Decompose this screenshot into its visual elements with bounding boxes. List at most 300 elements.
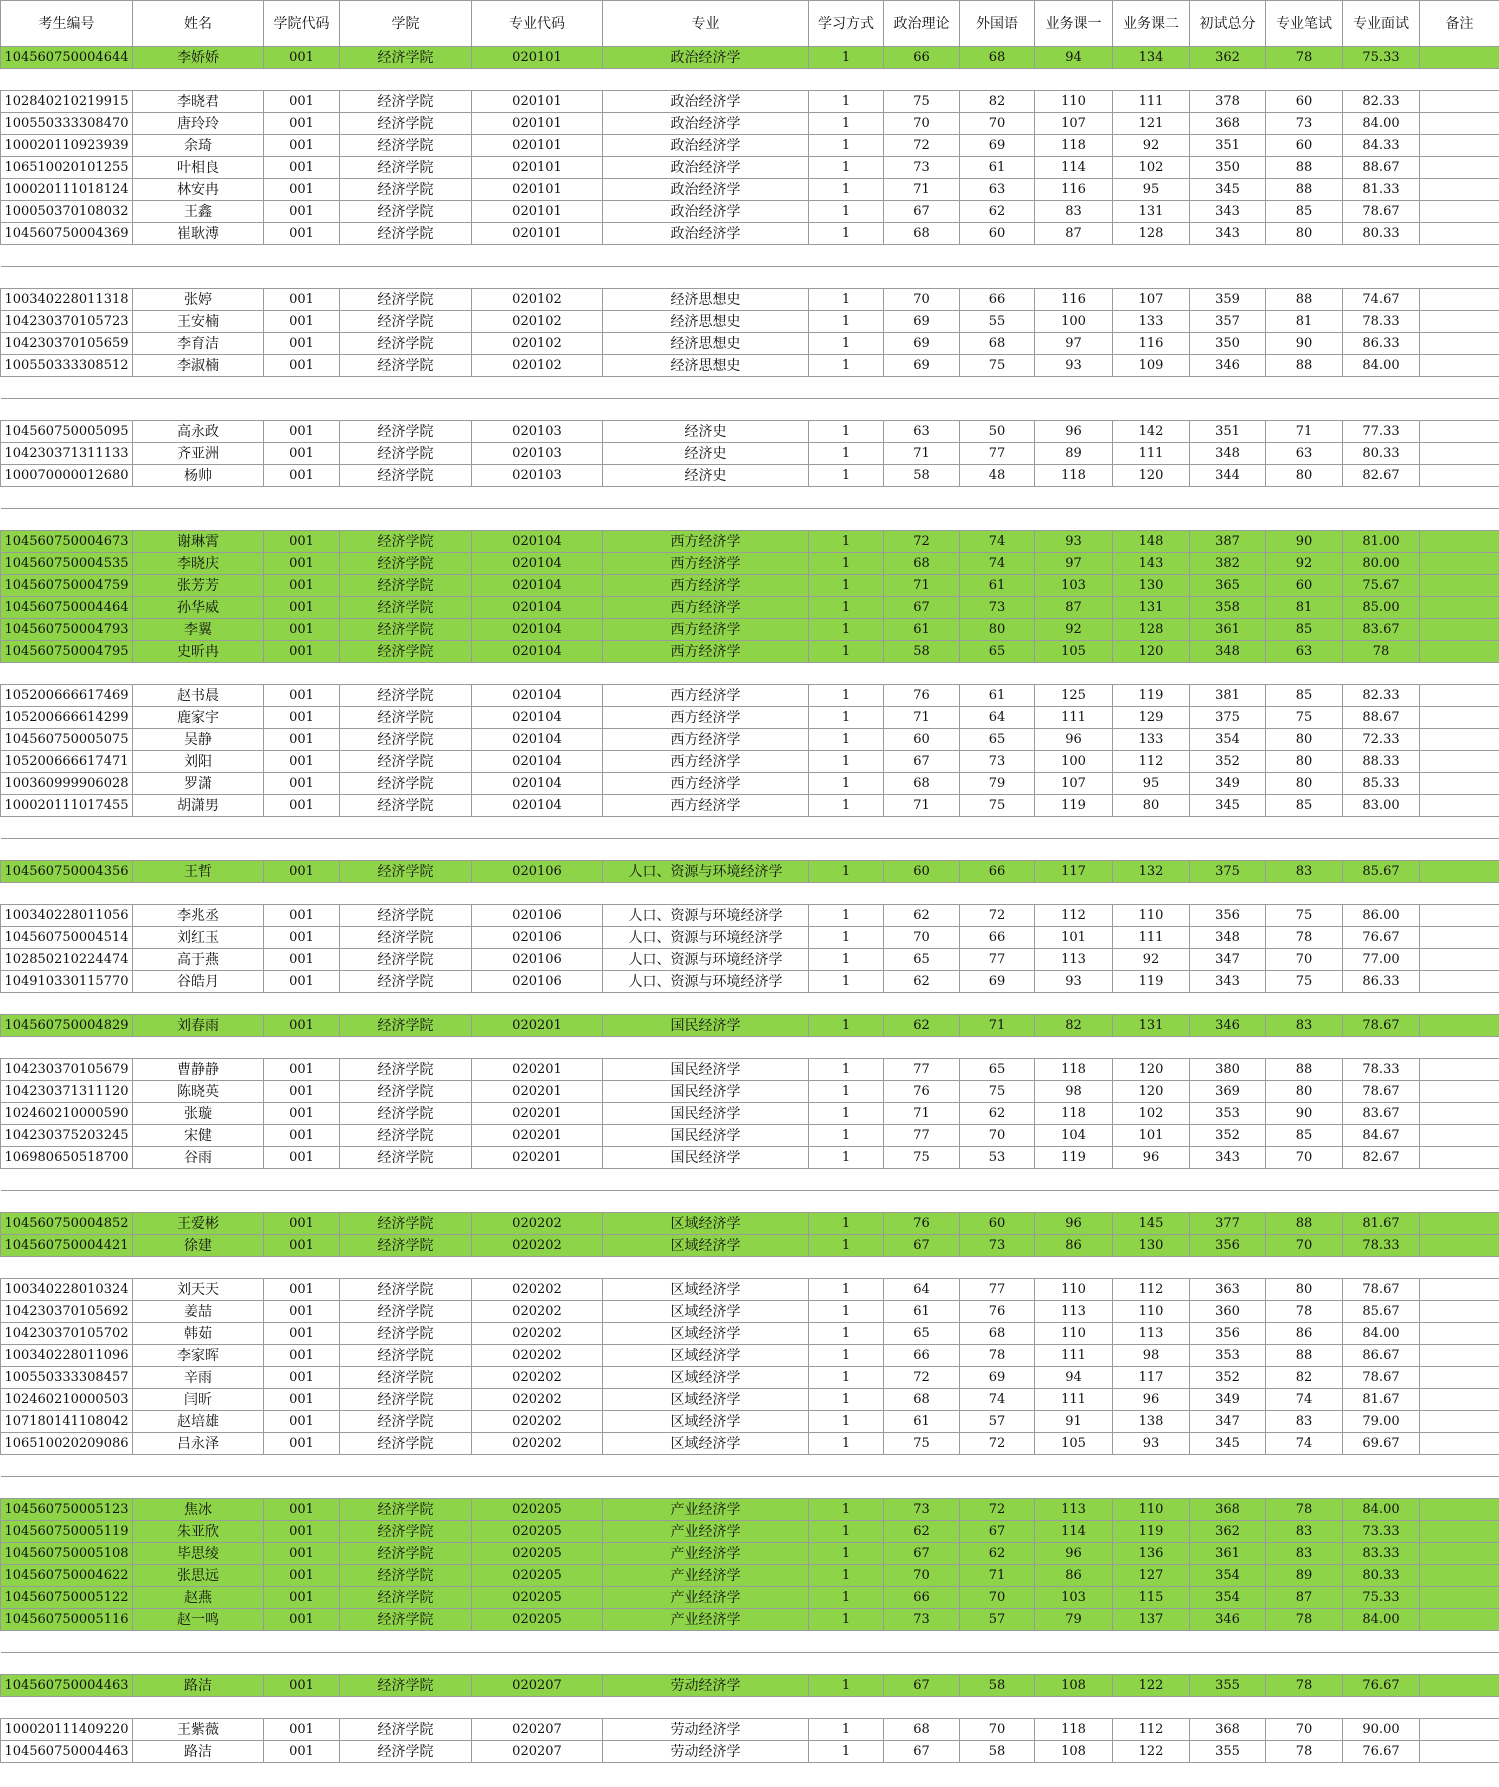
- cell-foreign-language: 76: [960, 1301, 1035, 1323]
- cell-course-one: 96: [1035, 421, 1113, 443]
- cell-student-id: 104560750005119: [1, 1521, 133, 1543]
- cell-politics: 58: [884, 641, 960, 663]
- empty-cell: [960, 1257, 1035, 1279]
- cell-major-code: 020102: [472, 311, 603, 333]
- empty-cell: [1266, 267, 1343, 289]
- table-row: [1, 1213, 1499, 1235]
- cell-name: 罗潇: [133, 773, 264, 795]
- table-row: [1, 465, 1499, 487]
- cell-course-two: 95: [1113, 773, 1190, 795]
- empty-cell: [1343, 883, 1420, 905]
- empty-cell: [1420, 883, 1499, 905]
- cell-major: 西方经济学: [603, 553, 809, 575]
- empty-cell: [1113, 69, 1190, 91]
- cell-college-code: 001: [264, 1719, 340, 1741]
- cell-written-exam: 88: [1266, 1213, 1343, 1235]
- empty-cell: [1035, 1257, 1113, 1279]
- empty-cell: [133, 1631, 264, 1653]
- cell-college: 经济学院: [340, 553, 472, 575]
- empty-cell: [1035, 817, 1113, 839]
- cell-politics: 67: [884, 1235, 960, 1257]
- cell-course-two: 121: [1113, 113, 1190, 135]
- cell-major-code: 020103: [472, 465, 603, 487]
- empty-cell: [1420, 399, 1499, 421]
- empty-cell: [133, 1257, 264, 1279]
- empty-cell: [1, 883, 133, 905]
- cell-interview: 85.33: [1343, 773, 1420, 795]
- cell-major-code: 020104: [472, 531, 603, 553]
- cell-foreign-language: 72: [960, 1433, 1035, 1455]
- cell-student-id: 104560750004514: [1, 927, 133, 949]
- cell-prelim-total: 356: [1190, 905, 1266, 927]
- cell-interview: 77.00: [1343, 949, 1420, 971]
- empty-cell: [264, 1257, 340, 1279]
- cell-student-id: 104560750004793: [1, 619, 133, 641]
- empty-cell: [133, 245, 264, 267]
- cell-course-two: 116: [1113, 333, 1190, 355]
- cell-course-two: 119: [1113, 685, 1190, 707]
- empty-cell: [1, 1455, 133, 1477]
- empty-cell: [960, 1191, 1035, 1213]
- empty-cell: [603, 1455, 809, 1477]
- table-row: [1, 905, 1499, 927]
- empty-cell: [1, 1653, 133, 1675]
- cell-written-exam: 87: [1266, 1587, 1343, 1609]
- cell-study-mode: 1: [809, 1587, 884, 1609]
- cell-written-exam: 78: [1266, 1675, 1343, 1697]
- spacer-row: [1, 1257, 1499, 1279]
- cell-foreign-language: 57: [960, 1411, 1035, 1433]
- cell-interview: 90.00: [1343, 1719, 1420, 1741]
- empty-cell: [1, 1037, 133, 1059]
- cell-major-code: 020202: [472, 1433, 603, 1455]
- cell-politics: 73: [884, 157, 960, 179]
- cell-interview: 88.33: [1343, 751, 1420, 773]
- cell-prelim-total: 368: [1190, 1719, 1266, 1741]
- cell-name: 辛雨: [133, 1367, 264, 1389]
- table-row: [1, 333, 1499, 355]
- table-row: [1, 861, 1499, 883]
- cell-foreign-language: 68: [960, 1323, 1035, 1345]
- cell-study-mode: 1: [809, 1565, 884, 1587]
- table-row: [1, 795, 1499, 817]
- cell-student-id: 104230370105723: [1, 311, 133, 333]
- empty-cell: [884, 377, 960, 399]
- cell-politics: 61: [884, 1411, 960, 1433]
- empty-cell: [1420, 267, 1499, 289]
- cell-name: 王鑫: [133, 201, 264, 223]
- cell-name: 叶相良: [133, 157, 264, 179]
- cell-major: 政治经济学: [603, 113, 809, 135]
- empty-cell: [884, 839, 960, 861]
- empty-cell: [264, 377, 340, 399]
- cell-major-code: 020202: [472, 1323, 603, 1345]
- cell-name: 高永政: [133, 421, 264, 443]
- empty-cell: [264, 1169, 340, 1191]
- cell-college-code: 001: [264, 47, 340, 69]
- cell-name: 陈晓英: [133, 1081, 264, 1103]
- empty-cell: [960, 69, 1035, 91]
- cell-college-code: 001: [264, 905, 340, 927]
- cell-course-one: 112: [1035, 905, 1113, 927]
- empty-cell: [960, 817, 1035, 839]
- cell-course-two: 111: [1113, 927, 1190, 949]
- cell-major: 政治经济学: [603, 47, 809, 69]
- cell-course-one: 94: [1035, 1367, 1113, 1389]
- cell-major-code: 020104: [472, 641, 603, 663]
- cell-college: 经济学院: [340, 179, 472, 201]
- cell-study-mode: 1: [809, 751, 884, 773]
- cell-prelim-total: 355: [1190, 1741, 1266, 1763]
- cell-major-code: 020205: [472, 1587, 603, 1609]
- empty-cell: [884, 399, 960, 421]
- empty-cell: [1190, 1455, 1266, 1477]
- cell-foreign-language: 66: [960, 289, 1035, 311]
- cell-remarks: [1420, 773, 1499, 795]
- cell-written-exam: 60: [1266, 135, 1343, 157]
- cell-major-code: 020202: [472, 1411, 603, 1433]
- empty-cell: [1343, 663, 1420, 685]
- cell-college: 经济学院: [340, 575, 472, 597]
- cell-interview: 81.67: [1343, 1213, 1420, 1235]
- cell-remarks: [1420, 861, 1499, 883]
- cell-remarks: [1420, 685, 1499, 707]
- cell-politics: 66: [884, 47, 960, 69]
- header-name: 姓名: [133, 1, 264, 47]
- cell-major-code: 020103: [472, 421, 603, 443]
- empty-cell: [960, 509, 1035, 531]
- cell-written-exam: 89: [1266, 1565, 1343, 1587]
- cell-prelim-total: 349: [1190, 1389, 1266, 1411]
- cell-student-id: 102460210000590: [1, 1103, 133, 1125]
- cell-course-one: 93: [1035, 531, 1113, 553]
- cell-politics: 70: [884, 927, 960, 949]
- empty-cell: [809, 487, 884, 509]
- empty-cell: [1035, 399, 1113, 421]
- cell-remarks: [1420, 355, 1499, 377]
- cell-major: 区域经济学: [603, 1279, 809, 1301]
- cell-college: 经济学院: [340, 707, 472, 729]
- cell-written-exam: 78: [1266, 1609, 1343, 1631]
- cell-remarks: [1420, 157, 1499, 179]
- cell-remarks: [1420, 135, 1499, 157]
- cell-remarks: [1420, 1741, 1499, 1763]
- empty-cell: [809, 817, 884, 839]
- cell-foreign-language: 79: [960, 773, 1035, 795]
- table-row: [1, 311, 1499, 333]
- cell-written-exam: 90: [1266, 531, 1343, 553]
- cell-written-exam: 81: [1266, 311, 1343, 333]
- cell-major: 政治经济学: [603, 157, 809, 179]
- cell-foreign-language: 74: [960, 553, 1035, 575]
- cell-course-two: 93: [1113, 1433, 1190, 1455]
- empty-cell: [1035, 1037, 1113, 1059]
- empty-cell: [264, 267, 340, 289]
- empty-cell: [1420, 1697, 1499, 1719]
- cell-foreign-language: 65: [960, 1059, 1035, 1081]
- cell-politics: 68: [884, 223, 960, 245]
- cell-interview: 76.67: [1343, 1675, 1420, 1697]
- cell-course-two: 117: [1113, 1367, 1190, 1389]
- empty-cell: [960, 377, 1035, 399]
- cell-remarks: [1420, 1499, 1499, 1521]
- cell-name: 姜喆: [133, 1301, 264, 1323]
- cell-major-code: 020104: [472, 553, 603, 575]
- cell-interview: 84.00: [1343, 1499, 1420, 1521]
- cell-written-exam: 85: [1266, 201, 1343, 223]
- cell-study-mode: 1: [809, 1147, 884, 1169]
- empty-cell: [1113, 1653, 1190, 1675]
- cell-course-one: 91: [1035, 1411, 1113, 1433]
- cell-foreign-language: 78: [960, 1345, 1035, 1367]
- cell-foreign-language: 58: [960, 1741, 1035, 1763]
- table-row: [1, 1015, 1499, 1037]
- empty-cell: [960, 1477, 1035, 1499]
- cell-major-code: 020101: [472, 91, 603, 113]
- empty-cell: [884, 1257, 960, 1279]
- empty-cell: [340, 69, 472, 91]
- cell-major: 人口、资源与环境经济学: [603, 905, 809, 927]
- cell-remarks: [1420, 707, 1499, 729]
- cell-major-code: 020104: [472, 795, 603, 817]
- empty-cell: [1, 1169, 133, 1191]
- cell-prelim-total: 387: [1190, 531, 1266, 553]
- empty-cell: [1190, 1037, 1266, 1059]
- cell-remarks: [1420, 1015, 1499, 1037]
- cell-name: 吕永泽: [133, 1433, 264, 1455]
- cell-study-mode: 1: [809, 531, 884, 553]
- cell-prelim-total: 359: [1190, 289, 1266, 311]
- cell-written-exam: 80: [1266, 729, 1343, 751]
- empty-cell: [1420, 1631, 1499, 1653]
- cell-foreign-language: 61: [960, 575, 1035, 597]
- cell-name: 唐玲玲: [133, 113, 264, 135]
- spacer-row: [1, 1477, 1499, 1499]
- cell-student-id: 105200666617471: [1, 751, 133, 773]
- cell-college: 经济学院: [340, 531, 472, 553]
- cell-remarks: [1420, 795, 1499, 817]
- spacer-row: [1, 487, 1499, 509]
- empty-cell: [1035, 1631, 1113, 1653]
- table-row: [1, 1235, 1499, 1257]
- empty-cell: [340, 663, 472, 685]
- empty-cell: [133, 267, 264, 289]
- empty-cell: [809, 1169, 884, 1191]
- cell-course-two: 120: [1113, 1081, 1190, 1103]
- table-row: [1, 707, 1499, 729]
- cell-major-code: 020101: [472, 135, 603, 157]
- cell-remarks: [1420, 1609, 1499, 1631]
- empty-cell: [264, 509, 340, 531]
- cell-prelim-total: 354: [1190, 729, 1266, 751]
- cell-interview: 81.33: [1343, 179, 1420, 201]
- cell-interview: 78: [1343, 641, 1420, 663]
- cell-college: 经济学院: [340, 333, 472, 355]
- cell-politics: 77: [884, 1125, 960, 1147]
- cell-name: 李淑楠: [133, 355, 264, 377]
- empty-cell: [1266, 245, 1343, 267]
- cell-interview: 74.67: [1343, 289, 1420, 311]
- cell-study-mode: 1: [809, 597, 884, 619]
- cell-study-mode: 1: [809, 135, 884, 157]
- cell-course-one: 87: [1035, 223, 1113, 245]
- cell-prelim-total: 368: [1190, 113, 1266, 135]
- empty-cell: [1420, 1477, 1499, 1499]
- cell-foreign-language: 63: [960, 179, 1035, 201]
- cell-written-exam: 90: [1266, 333, 1343, 355]
- cell-course-one: 100: [1035, 751, 1113, 773]
- cell-written-exam: 78: [1266, 1499, 1343, 1521]
- empty-cell: [1113, 1631, 1190, 1653]
- empty-cell: [264, 663, 340, 685]
- empty-cell: [340, 1037, 472, 1059]
- cell-major-code: 020102: [472, 289, 603, 311]
- cell-course-two: 101: [1113, 1125, 1190, 1147]
- cell-prelim-total: 353: [1190, 1345, 1266, 1367]
- empty-cell: [1113, 993, 1190, 1015]
- empty-cell: [603, 1191, 809, 1213]
- cell-prelim-total: 346: [1190, 355, 1266, 377]
- cell-prelim-total: 346: [1190, 1609, 1266, 1631]
- cell-name: 刘天天: [133, 1279, 264, 1301]
- empty-cell: [1190, 817, 1266, 839]
- cell-major: 区域经济学: [603, 1411, 809, 1433]
- cell-course-one: 89: [1035, 443, 1113, 465]
- cell-politics: 60: [884, 729, 960, 751]
- cell-foreign-language: 75: [960, 355, 1035, 377]
- cell-major-code: 020201: [472, 1147, 603, 1169]
- cell-student-id: 100020110923939: [1, 135, 133, 157]
- cell-prelim-total: 350: [1190, 333, 1266, 355]
- header-foreign-language: 外国语: [960, 1, 1035, 47]
- cell-student-id: 104560750004673: [1, 531, 133, 553]
- cell-remarks: [1420, 289, 1499, 311]
- empty-cell: [884, 1169, 960, 1191]
- cell-college-code: 001: [264, 1433, 340, 1455]
- empty-cell: [603, 267, 809, 289]
- cell-politics: 75: [884, 1147, 960, 1169]
- cell-prelim-total: 352: [1190, 1367, 1266, 1389]
- cell-college: 经济学院: [340, 1587, 472, 1609]
- cell-course-two: 131: [1113, 1015, 1190, 1037]
- empty-cell: [1190, 1169, 1266, 1191]
- cell-prelim-total: 351: [1190, 135, 1266, 157]
- cell-student-id: 100340228011096: [1, 1345, 133, 1367]
- empty-cell: [603, 245, 809, 267]
- cell-study-mode: 1: [809, 465, 884, 487]
- cell-written-exam: 81: [1266, 597, 1343, 619]
- cell-study-mode: 1: [809, 289, 884, 311]
- cell-major-code: 020106: [472, 949, 603, 971]
- cell-college-code: 001: [264, 465, 340, 487]
- cell-interview: 86.00: [1343, 905, 1420, 927]
- cell-major-code: 020104: [472, 773, 603, 795]
- empty-cell: [1190, 377, 1266, 399]
- cell-college-code: 001: [264, 1301, 340, 1323]
- cell-prelim-total: 348: [1190, 927, 1266, 949]
- cell-college-code: 001: [264, 795, 340, 817]
- cell-written-exam: 80: [1266, 751, 1343, 773]
- cell-remarks: [1420, 1367, 1499, 1389]
- cell-college: 经济学院: [340, 751, 472, 773]
- cell-politics: 68: [884, 1389, 960, 1411]
- cell-foreign-language: 65: [960, 729, 1035, 751]
- cell-foreign-language: 66: [960, 927, 1035, 949]
- cell-student-id: 107180141108042: [1, 1411, 133, 1433]
- spacer-row: [1, 1169, 1499, 1191]
- cell-college: 经济学院: [340, 443, 472, 465]
- cell-college: 经济学院: [340, 597, 472, 619]
- cell-prelim-total: 350: [1190, 157, 1266, 179]
- cell-study-mode: 1: [809, 1741, 884, 1763]
- cell-college-code: 001: [264, 201, 340, 223]
- cell-written-exam: 75: [1266, 971, 1343, 993]
- empty-cell: [1420, 69, 1499, 91]
- cell-prelim-total: 368: [1190, 1499, 1266, 1521]
- cell-study-mode: 1: [809, 1521, 884, 1543]
- cell-study-mode: 1: [809, 1213, 884, 1235]
- cell-major: 西方经济学: [603, 751, 809, 773]
- cell-course-two: 120: [1113, 641, 1190, 663]
- empty-cell: [133, 839, 264, 861]
- empty-cell: [1420, 817, 1499, 839]
- cell-major: 人口、资源与环境经济学: [603, 927, 809, 949]
- cell-interview: 75.33: [1343, 1587, 1420, 1609]
- cell-major: 区域经济学: [603, 1323, 809, 1345]
- cell-foreign-language: 69: [960, 1367, 1035, 1389]
- cell-major-code: 020104: [472, 729, 603, 751]
- cell-college: 经济学院: [340, 1323, 472, 1345]
- cell-major-code: 020101: [472, 113, 603, 135]
- empty-cell: [884, 883, 960, 905]
- cell-student-id: 104560750004369: [1, 223, 133, 245]
- cell-foreign-language: 58: [960, 1675, 1035, 1697]
- table-row: [1, 355, 1499, 377]
- cell-name: 鹿家宇: [133, 707, 264, 729]
- cell-politics: 77: [884, 1059, 960, 1081]
- empty-cell: [1266, 1697, 1343, 1719]
- empty-cell: [1420, 1037, 1499, 1059]
- cell-major-code: 020106: [472, 927, 603, 949]
- empty-cell: [1266, 1653, 1343, 1675]
- cell-study-mode: 1: [809, 1499, 884, 1521]
- cell-politics: 65: [884, 1323, 960, 1345]
- cell-remarks: [1420, 619, 1499, 641]
- cell-college: 经济学院: [340, 795, 472, 817]
- empty-cell: [960, 487, 1035, 509]
- empty-cell: [133, 1653, 264, 1675]
- empty-cell: [1266, 487, 1343, 509]
- cell-student-id: 100340228011318: [1, 289, 133, 311]
- header-major-code: 专业代码: [472, 1, 603, 47]
- empty-cell: [264, 1191, 340, 1213]
- empty-cell: [133, 1697, 264, 1719]
- cell-major: 政治经济学: [603, 201, 809, 223]
- cell-foreign-language: 65: [960, 641, 1035, 663]
- cell-politics: 67: [884, 1543, 960, 1565]
- cell-student-id: 106510020209086: [1, 1433, 133, 1455]
- cell-major: 西方经济学: [603, 531, 809, 553]
- cell-foreign-language: 68: [960, 333, 1035, 355]
- cell-prelim-total: 369: [1190, 1081, 1266, 1103]
- cell-major: 国民经济学: [603, 1125, 809, 1147]
- cell-foreign-language: 48: [960, 465, 1035, 487]
- table-body: [1, 47, 1499, 1763]
- table-row: [1, 1367, 1499, 1389]
- cell-study-mode: 1: [809, 443, 884, 465]
- cell-remarks: [1420, 1543, 1499, 1565]
- empty-cell: [1190, 69, 1266, 91]
